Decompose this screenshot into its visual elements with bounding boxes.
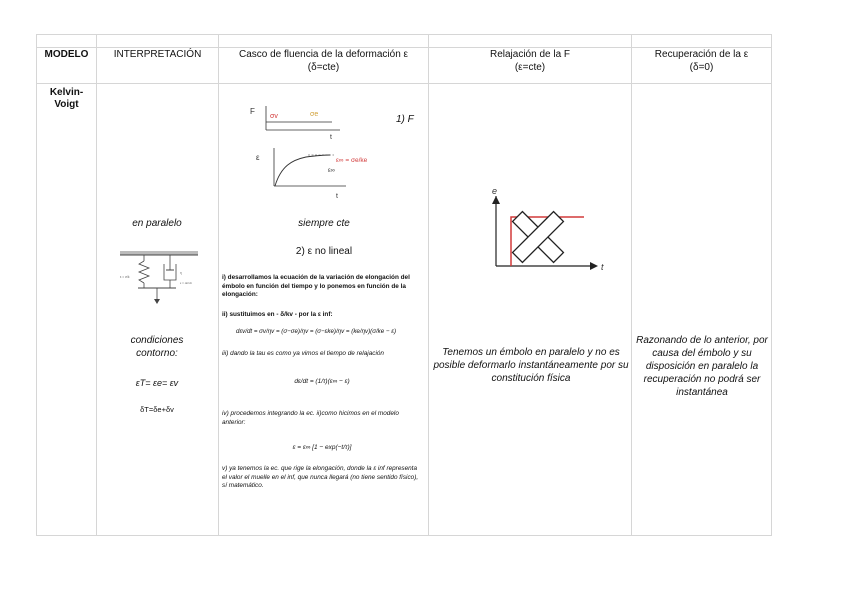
graph-t1: t <box>330 134 332 141</box>
svg-text:ε = σ/k: ε = σ/k <box>120 275 130 279</box>
graph-f-label: F <box>250 107 255 116</box>
condiciones-contorno-text: condiciones contorno: <box>130 335 184 359</box>
step-iv: iv) procedemos integrando la ec. ii)como hicimos en el modelo anterior: <box>222 410 399 426</box>
eq-epsilon: εT= εe= εv <box>135 378 179 388</box>
formula-iv: ε = ε∞ [1 − exp(−t/τ)] <box>292 444 352 451</box>
creep-graphs-icon <box>248 104 378 204</box>
step-v: v) ya tenemos la ec. que rige la elongación, donde la ε inf representa el valor el muelle en el inf, que nunca llegará (no tiene sentido físico), sí matemático. <box>222 465 419 490</box>
graph-t2: t <box>336 193 338 200</box>
step-ii: ii) sustituimos en - δ/kv - por la ε inf: <box>222 311 333 318</box>
graph-eps-formula: ε∞ = σe/ke <box>336 157 368 164</box>
relajacion-text: Tenemos un émbolo en paralelo y no es posible deformarlo instantáneamente por su constitución física <box>433 347 629 384</box>
header-row <box>37 48 772 84</box>
cell-relajacion <box>429 84 632 536</box>
graph-eps-label: ε <box>256 153 260 162</box>
svg-text:η: η <box>180 271 182 275</box>
relaxation-graph-icon <box>484 184 614 276</box>
graph-sigma-e: σe <box>310 111 319 118</box>
en-paralelo-text: en paralelo <box>132 218 182 229</box>
formula-iii: dε/dt = (1/τ)(ε∞ − ε) <box>294 378 350 385</box>
axis-e-label: e <box>492 186 498 196</box>
label-1-f: 1) F <box>396 114 414 125</box>
header-modelo: MODELO <box>37 48 97 84</box>
cell-modelo: Kelvin- Voigt <box>37 84 97 536</box>
step-i: i) desarrollamos la ecuación de la variación de elongación del émbolo en función del tiempo y lo ponemos en función de la elongación: <box>222 274 410 299</box>
formula-ii: dεv/dt = σv/ηv = (σ−σe)/ηv = (σ−εke)/ηv = (ke/ηv)(σ/ke − ε) <box>236 328 397 335</box>
cell-recuperacion <box>632 84 772 536</box>
label-2-eps-no-lineal: 2) ε no lineal <box>295 246 353 257</box>
svg-text:ε = dσ/dt: ε = dσ/dt <box>180 281 192 285</box>
axis-t-label: t <box>601 262 604 272</box>
step-iii: iii) dando la tau es como ya vimos el tiempo de relajación <box>222 350 384 357</box>
cell-interpretacion <box>97 84 219 536</box>
empty-row <box>37 35 772 48</box>
graph-sigma-v: σv <box>270 113 278 120</box>
siempre-cte-text: siempre cte <box>298 218 350 229</box>
header-interpretacion: INTERPRETACIÓN <box>97 48 219 84</box>
kelvin-voigt-diagram-icon <box>114 248 204 306</box>
recuperacion-text: Razonando de lo anterior, por causa del émbolo y su disposición en paralelo la recuperación no podrá ser instantánea <box>636 335 768 398</box>
header-recuperacion: Recuperación de la ε (δ=0) <box>632 48 772 84</box>
eq-delta: δT=δe+δv <box>140 405 174 414</box>
header-relajacion: Relajación de la F (ε=cte) <box>429 48 632 84</box>
header-casco: Casco de fluencia de la deformación ε (δ=cte) <box>219 48 429 84</box>
graph-eps-inf: ε∞ <box>328 168 335 174</box>
